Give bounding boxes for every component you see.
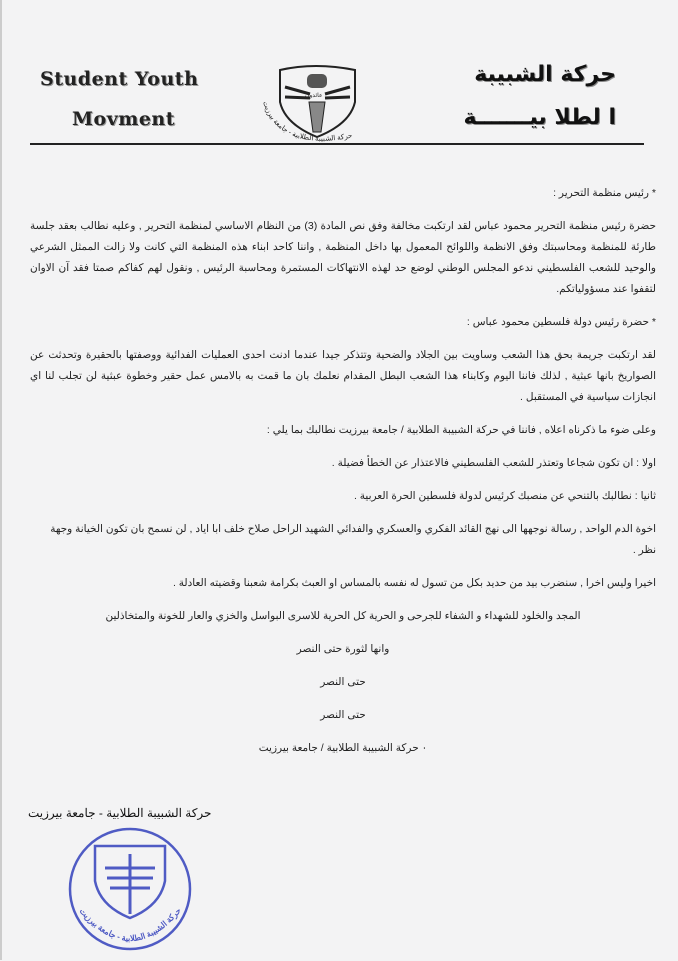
arabic-name-line1: حركة الشبيبة [474,62,616,87]
demand-second: ثانيا : نطالبك بالتنحي عن منصبك كرئيس لدولة فلسطين الحرة العربية . [353,490,656,502]
logo-ring-text: حركة الشبيبة الطلابية - جامعة بيرزيت [261,100,353,142]
stamp-text: حركة الشبيبة الطلابية - جامعة بيرزيت [77,905,183,944]
demands-intro: وعلى ضوء ما ذكرناه اعلاه , فاننا في حركة الشبيبة الطلابية / جامعة بيرزيت نطالبك بما يلي : [266,424,656,436]
official-stamp [65,826,195,956]
until-victory-1: حتى النصر [320,676,366,688]
signature-text: حركة الشبيبة الطلابية - جامعة بيرزيت [28,806,212,820]
paragraph-plo: حضرة رئيس منظمة التحرير محمود عباس لقد ارتكبت مخالفة وفق نص المادة (3) من النظام الاساسي لمنظمة التحرير , وعليه نطالب بعقد جلسة طارئة للمنظمة ومحاسبتك وفق الانظمة واللوائح المعمول بها داخل المنظمة , واننا كاحد ابناء هذه المنظمة التي كانت ولا زالت الممثل الشرعي والوحيد للشعب الفلسطيني ندعو المجلس الوطني لوضع حد لهذه الانتهاكات المستمرة ومحاسبة الرئيس , ونقول لهم كفاكم صمتا فقد آن الاوان لتقفوا عند مسؤولياتكم. [30,220,656,295]
closing-signature: ٠ حركة الشبيبة الطلابية / جامعة بيرزيت [258,742,428,754]
header-logo [255,62,415,142]
demand-first: اولا : ان تكون شجاعا وتعتذر للشعب الفلسطيني فالاعتذار عن الخطأ فضيلة . [331,457,656,469]
scan-edge [0,0,2,960]
final-warning: اخيرا وليس اخرا , سنضرب بيد من حديد بكل من تسول له نفسه بالمساس او العبث بكرامة شعبنا وقضيته العادلة . [172,577,656,589]
until-victory-2: حتى النصر [320,709,366,721]
letter-body [30,183,656,771]
glory-line: المجد والخلود للشهداء و الشفاء للجرحى و الحرية كل الحرية للاسرى البواسل والخزي والعار للخونة والمتخاذلين [105,610,581,622]
heading-plo-chairman: * رئيس منظمة التحرير : [553,187,656,199]
heading-president: * حضرة رئيس دولة فلسطين محمود عباس : [466,316,656,328]
english-name-line2: Movment [72,108,176,130]
logo-inner-text: عائدون [305,93,323,99]
arabic-name-line2: ا لطلا بيـــــــة [463,105,616,130]
paragraph-president: لقد ارتكبت جريمة بحق هذا الشعب وساويت بين الجلاد والضحية وتتذكر جيدا عندما ادنت احدى العمليات الفدائية ووصفتها بالحقيرة وتحدثت عن الصواريخ بانها عبثية , لذلك فاننا اليوم وكابناء هذا الشعب البطل المقدام نعلمك بان ما قمت به بالامس عمل حقير وخطوة عبثية لن تجلب لنا اي انجازات سياسية في المستقبل . [30,349,656,403]
header-divider [30,143,644,145]
revolution-line: وانها لثورة حتى النصر [296,643,390,655]
english-name-line1: Student Youth [40,68,199,90]
brothers-message: اخوة الدم الواحد , رسالة نوجهها الى نهج القائد الفكري والعسكري والفدائي الشهيد الراحل صلاح خلف ابا اياد , لن نسمح بان تكون الخيانة وجهة نظر . [50,523,656,556]
